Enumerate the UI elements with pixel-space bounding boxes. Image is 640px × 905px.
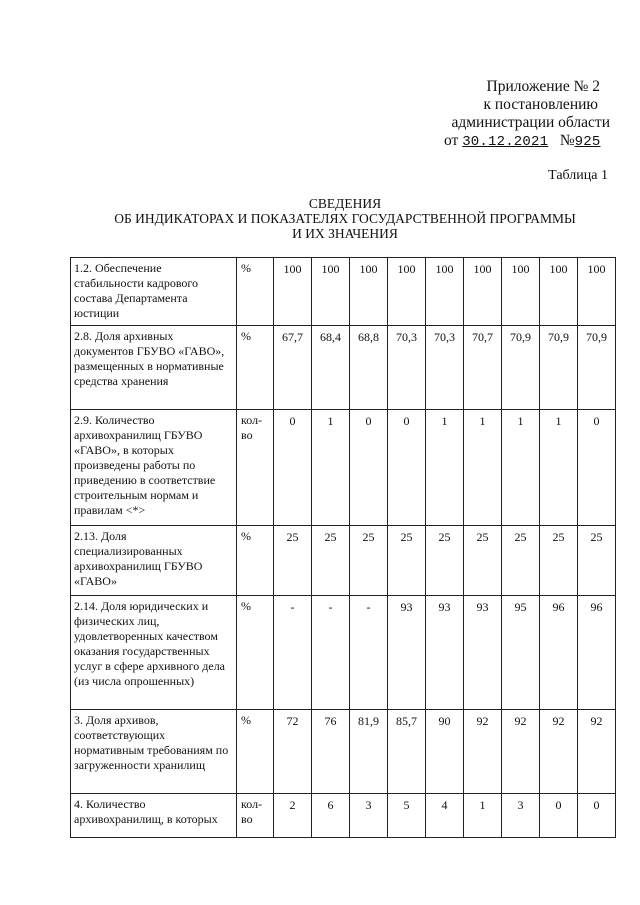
value-cell: 68,4 [312,326,350,410]
value-cell: 70,9 [578,326,616,410]
value-cell: 4 [426,794,464,838]
value-cell: 1 [426,410,464,526]
value-cell: 2 [274,794,312,838]
table-row [71,258,616,326]
value-cell: 0 [274,410,312,526]
indicator-name: 4. Количество архивохранилищ, в которых [71,794,237,838]
value-cell: 90 [426,710,464,794]
value-cell: 92 [464,710,502,794]
heading-line-1: СВЕДЕНИЯ [308,196,382,211]
value-cell: 70,9 [540,326,578,410]
value-cell: 25 [312,526,350,596]
value-cell: 25 [274,526,312,596]
appendix-line-resolution: к постановлению [483,96,598,113]
document-date: 30.12.2021 [462,134,549,150]
value-cell: 81,9 [350,710,388,794]
value-cell: 25 [426,526,464,596]
value-cell: 25 [388,526,426,596]
value-cell: - [350,596,388,710]
indicator-unit: % [237,710,274,794]
indicator-name: 2.9. Количество архивохранилищ ГБУВО «ГАВО», в которых произведены работы по приведению в соответствие строительным нормам и правилам <*> [71,410,237,526]
value-cell: 100 [464,258,502,326]
value-cell: 1 [312,410,350,526]
number-label: № [559,132,575,149]
value-cell: 100 [426,258,464,326]
value-cell: 25 [350,526,388,596]
value-cell: 96 [540,596,578,710]
document-number: 925 [574,134,601,150]
indicator-name: 1.2. Обеспечение стабильности кадрового состава Департамента юстиции [71,258,237,326]
value-cell: 85,7 [388,710,426,794]
indicator-unit: кол-во [237,794,274,838]
value-cell: 100 [274,258,312,326]
value-cell: 100 [312,258,350,326]
table-row [71,526,616,596]
value-cell: 25 [540,526,578,596]
appendix-header [436,78,616,151]
value-cell: 67,7 [274,326,312,410]
table-row [71,596,616,710]
value-cell: 93 [464,596,502,710]
value-cell: 1 [502,410,540,526]
value-cell: 1 [464,410,502,526]
value-cell: 100 [350,258,388,326]
table-row [71,326,616,410]
value-cell: 100 [540,258,578,326]
value-cell: 5 [388,794,426,838]
table-label: Таблица 1 [548,168,608,183]
value-cell: 92 [578,710,616,794]
indicator-name: 2.13. Доля специализированных архивохранилищ ГБУВО «ГАВО» [71,526,237,596]
value-cell: 3 [502,794,540,838]
heading-line-3: И ИХ ЗНАЧЕНИЯ [292,226,398,241]
indicators-table [70,257,616,838]
value-cell: 25 [502,526,540,596]
value-cell: 93 [426,596,464,710]
table-row [71,794,616,838]
value-cell: 76 [312,710,350,794]
indicator-unit: % [237,326,274,410]
document-heading [95,196,595,241]
indicator-name: 2.14. Доля юридических и физических лиц, удовлетворенных качеством оказания государственных услуг в сфере архивного дела (из числа опрошенных) [71,596,237,710]
value-cell: 68,8 [350,326,388,410]
table-row [71,410,616,526]
value-cell: 0 [578,410,616,526]
value-cell: 6 [312,794,350,838]
indicator-unit: кол-во [237,410,274,526]
value-cell: 3 [350,794,388,838]
value-cell: 92 [540,710,578,794]
value-cell: 0 [350,410,388,526]
table-row [71,710,616,794]
date-prefix: от [444,132,459,149]
indicator-unit: % [237,258,274,326]
value-cell: 1 [540,410,578,526]
indicator-name: 2.8. Доля архивных документов ГБУВО «ГАВО», размещенных в нормативные средства хранения [71,326,237,410]
appendix-date-line [436,132,616,151]
value-cell: 70,3 [388,326,426,410]
indicator-name: 3. Доля архивов, соответствующих нормативным требованиям по загруженности хранилищ [71,710,237,794]
value-cell: - [274,596,312,710]
value-cell: 92 [502,710,540,794]
value-cell: 72 [274,710,312,794]
indicator-unit: % [237,526,274,596]
value-cell: 95 [502,596,540,710]
value-cell: 100 [578,258,616,326]
value-cell: 100 [388,258,426,326]
value-cell: 0 [578,794,616,838]
value-cell: 1 [464,794,502,838]
value-cell: 70,7 [464,326,502,410]
heading-line-2: ОБ ИНДИКАТОРАХ И ПОКАЗАТЕЛЯХ ГОСУДАРСТВЕННОЙ ПРОГРАММЫ [114,211,576,226]
value-cell: - [312,596,350,710]
value-cell: 70,3 [426,326,464,410]
indicator-unit: % [237,596,274,710]
value-cell: 93 [388,596,426,710]
appendix-line-administration: администрации области [451,114,610,131]
value-cell: 25 [464,526,502,596]
value-cell: 96 [578,596,616,710]
value-cell: 0 [388,410,426,526]
value-cell: 0 [540,794,578,838]
appendix-title: Приложение № 2 [486,78,600,95]
value-cell: 70,9 [502,326,540,410]
value-cell: 100 [502,258,540,326]
value-cell: 25 [578,526,616,596]
